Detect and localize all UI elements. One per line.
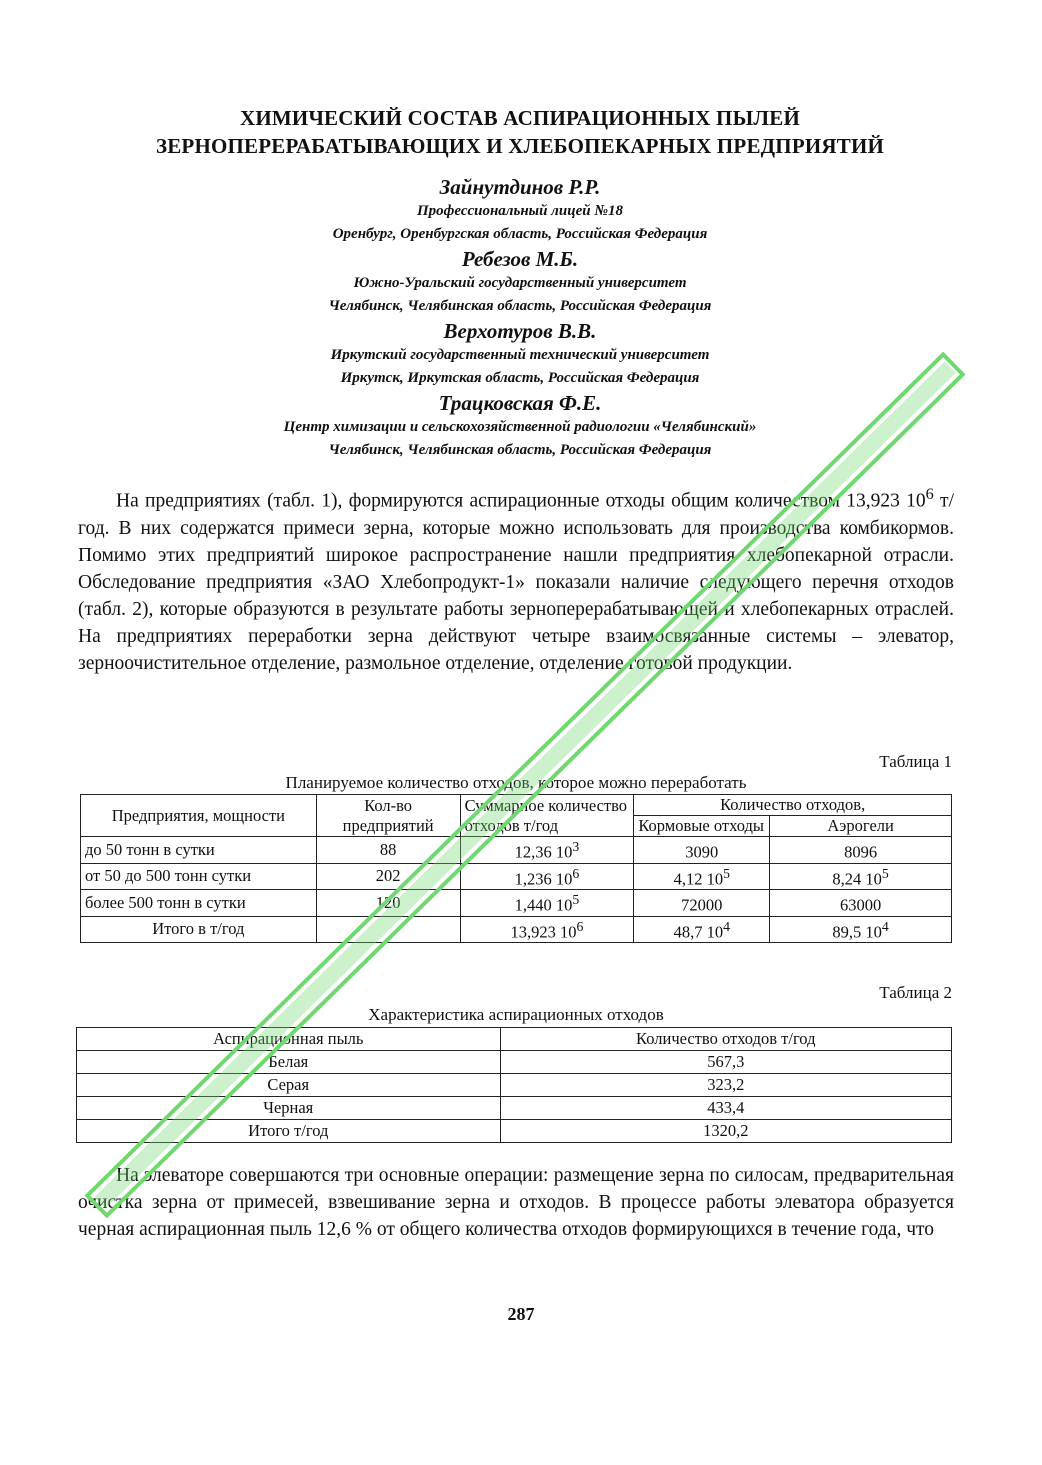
cell-feed bbox=[634, 837, 770, 864]
exponent: 5 bbox=[881, 865, 889, 881]
cell-feed bbox=[634, 863, 770, 890]
author-location: Челябинск, Челябинская область, Российская Федерация bbox=[328, 298, 712, 314]
cell-amount: 567,3 bbox=[500, 1051, 951, 1074]
cell-total bbox=[460, 916, 634, 943]
table-row bbox=[81, 837, 952, 864]
header-waste-group: Количество отходов, bbox=[634, 795, 952, 816]
cell-feed bbox=[634, 916, 770, 943]
exponent: 4 bbox=[723, 918, 730, 934]
table-row bbox=[77, 1097, 952, 1120]
header-feed: Кормовые отходы bbox=[634, 816, 770, 837]
cell-amount: 1320,2 bbox=[500, 1120, 951, 1143]
author-location: Иркутск, Иркутская область, Российская Федерация bbox=[340, 370, 700, 386]
cell-aero bbox=[770, 863, 952, 890]
author-location: Челябинск, Челябинская область, Российская Федерация bbox=[328, 442, 712, 458]
table-row-total bbox=[81, 916, 952, 943]
cell-total-value: 1,236 10 bbox=[514, 869, 573, 888]
cell-aero-value: 89,5 10 bbox=[832, 922, 882, 941]
cell-count: 202 bbox=[316, 863, 460, 890]
paragraph-text: т/год. В них содержатся примеси зерна, которые можно использовать для производства комбикормов. Помимо этих предприятий широкое распространение нашли предприятия хлебопекарной отрасли. Обследование предприятия «ЗАО Хлебопродукт-1» показали наличие следующего перечня отходов (табл. 2), которые образуются в результате работы зерноперерабатывающей и хлебопекарных отраслей. На предприятиях переработки зерна действуют четыре взаимосвязанные системы – элеватор, зерноочистительное отделение, размольное отделение, отделение готовой продукции. bbox=[78, 490, 954, 674]
cell-amount: 433,4 bbox=[500, 1097, 951, 1120]
exponent: 6 bbox=[572, 865, 580, 881]
title-line-1: ХИМИЧЕСКИЙ СОСТАВ АСПИРАЦИОННЫХ ПЫЛЕЙ bbox=[239, 106, 800, 130]
table-row bbox=[81, 863, 952, 890]
table-row bbox=[77, 1074, 952, 1097]
cell-enterprise: от 50 до 500 тонн сутки bbox=[81, 863, 317, 890]
author-affiliation: Иркутский государственный технический университет bbox=[330, 347, 710, 363]
cell-enterprise: более 500 тонн в сутки bbox=[81, 890, 317, 917]
cell-dust: Белая bbox=[77, 1051, 501, 1074]
aspiration-waste-table bbox=[76, 1027, 952, 1143]
header-dust: Аспирационная пыль bbox=[77, 1028, 501, 1051]
header-total: Суммарное количество отходов т/год bbox=[460, 795, 634, 837]
cell-aero bbox=[770, 837, 952, 864]
exponent: 6 bbox=[576, 918, 584, 934]
cell-count: 120 bbox=[316, 890, 460, 917]
table-row-total bbox=[77, 1120, 952, 1143]
cell-feed-value: 3090 bbox=[685, 842, 719, 862]
cell-aero-value: 63000 bbox=[839, 895, 882, 915]
body-paragraph-1 bbox=[78, 481, 954, 677]
cell-count: 88 bbox=[316, 837, 460, 864]
waste-table bbox=[80, 794, 952, 943]
table-1-caption: Планируемое количество отходов, которое можно переработать bbox=[285, 773, 747, 792]
author-name: Верхотуров В.В. bbox=[443, 319, 597, 343]
table-row bbox=[77, 1051, 952, 1074]
cell-aero-value: 8096 bbox=[844, 842, 878, 862]
cell-total-value: 12,36 10 bbox=[514, 842, 573, 862]
cell-dust: Серая bbox=[77, 1074, 501, 1097]
table-2-number: Таблица 2 bbox=[879, 983, 952, 1002]
author-name: Зайнутдинов Р.Р. bbox=[439, 175, 601, 199]
author-name: Ребезов М.Б. bbox=[461, 247, 579, 271]
article-title bbox=[60, 104, 980, 160]
cell-aero bbox=[770, 916, 952, 943]
cell-amount: 323,2 bbox=[500, 1074, 951, 1097]
exponent: 4 bbox=[881, 918, 889, 934]
cell-aero bbox=[770, 890, 952, 917]
cell-feed-value: 4,12 10 bbox=[673, 869, 724, 888]
author-location: Оренбург, Оренбургская область, Российская Федерация bbox=[332, 226, 708, 242]
author-affiliation: Южно-Уральский государственный университет bbox=[353, 275, 687, 291]
authors-block bbox=[80, 174, 960, 462]
cell-total-value: 13,923 10 bbox=[510, 922, 577, 941]
table-2-caption: Характеристика аспирационных отходов bbox=[368, 1005, 664, 1024]
cell-total bbox=[460, 837, 634, 864]
author-affiliation: Профессиональный лицей №18 bbox=[416, 203, 624, 219]
cell-aero-value: 8,24 10 bbox=[832, 869, 882, 888]
cell-total-value: 1,440 10 bbox=[514, 895, 573, 915]
cell-dust: Итого т/год bbox=[77, 1120, 501, 1143]
cell-enterprise: до 50 тонн в сутки bbox=[81, 837, 317, 864]
cell-total bbox=[460, 890, 634, 917]
cell-count bbox=[316, 916, 460, 943]
paragraph-text: На предприятиях (табл. 1), формируются аспирационные отходы общим количеством 13,923 10 bbox=[116, 490, 926, 512]
table-1-number: Таблица 1 bbox=[879, 752, 952, 771]
header-enterprise: Предприятия, мощности bbox=[81, 795, 317, 837]
cell-feed-value: 72000 bbox=[681, 895, 723, 915]
table-row bbox=[81, 890, 952, 917]
author-name: Трацковская Ф.Е. bbox=[438, 391, 602, 415]
exponent: 5 bbox=[572, 892, 580, 907]
cell-total bbox=[460, 863, 634, 890]
author-affiliation: Центр химизации и сельскохозяйственной радиологии «Челябинский» bbox=[283, 419, 757, 435]
header-amount: Количество отходов т/год bbox=[500, 1028, 951, 1051]
header-aero: Аэрогели bbox=[770, 816, 952, 837]
exponent: 5 bbox=[723, 865, 730, 881]
page-number: 287 bbox=[507, 1304, 535, 1324]
superscript-exponent: 6 bbox=[925, 485, 934, 503]
body-paragraph-2: На элеваторе совершаются три основные операции: размещение зерна по силосам, предварительная очистка зерна от примесей, взвешивание зерна и отходов. В процессе работы элеватора образуется черная аспирационная пыль 12,6 % от общего количества отходов формирующихся в течение года, что bbox=[78, 1165, 954, 1240]
header-count: Кол-во предприятий bbox=[316, 795, 460, 837]
cell-feed bbox=[634, 890, 770, 917]
exponent: 3 bbox=[572, 839, 580, 854]
cell-feed-value: 48,7 10 bbox=[673, 922, 724, 941]
cell-dust: Черная bbox=[77, 1097, 501, 1120]
cell-enterprise: Итого в т/год bbox=[81, 916, 317, 943]
title-line-2: ЗЕРНОПЕРЕРАБАТЫВАЮЩИХ И ХЛЕБОПЕКАРНЫХ ПРЕДПРИЯТИЙ bbox=[155, 134, 885, 158]
